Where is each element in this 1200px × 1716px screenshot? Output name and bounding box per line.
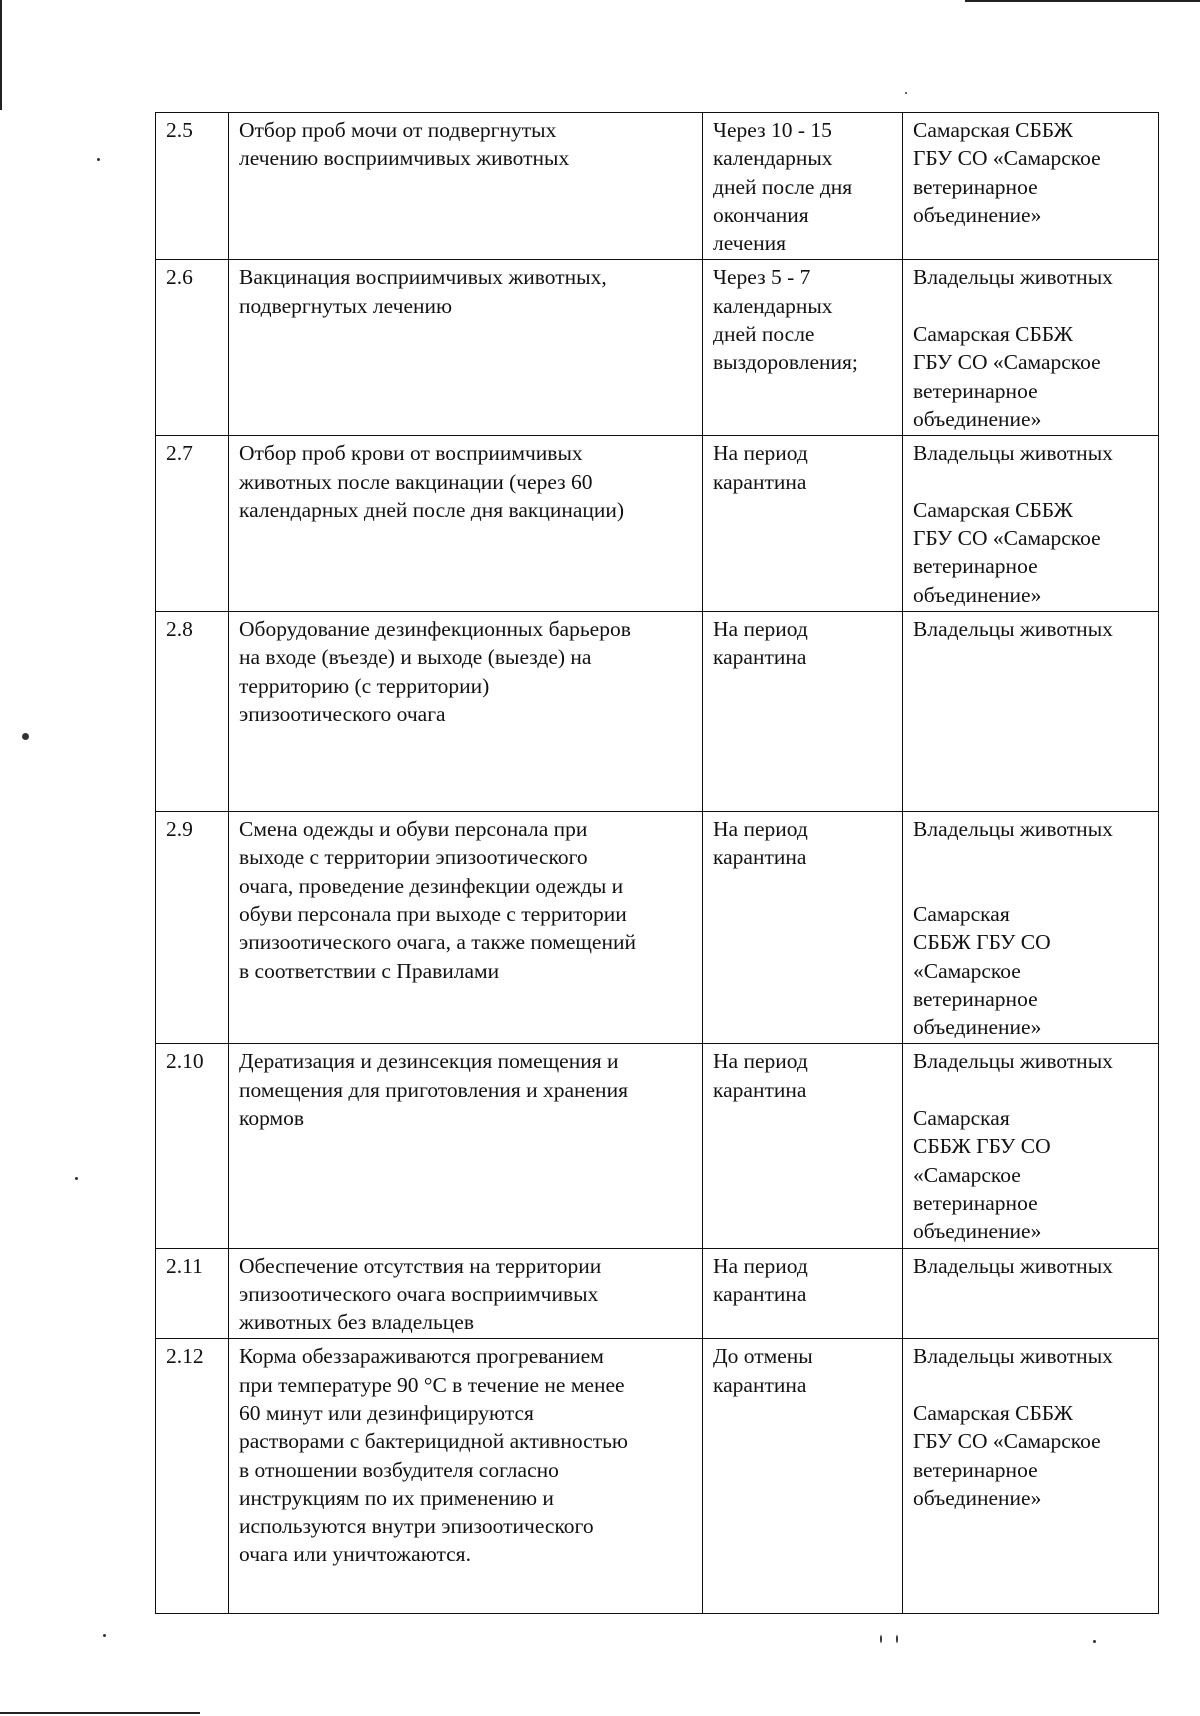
scan-speck [97, 158, 100, 161]
table-row [156, 113, 1159, 260]
scan-speck [905, 92, 907, 94]
measure-text: Корма обеззараживаются прогреванием при температуре 90 °С в течение не менее 60 минут или дезинфицируются растворами с бактерицидной активностью в отношении возбудителя согласно инструкциям по их применению и используются внутри эпизоотического очага или уничтожаются. [229, 1339, 703, 1614]
row-number: 2.9 [156, 812, 229, 1044]
measure-text: Отбор проб мочи от подвергнутых лечению восприимчивых животных [229, 113, 703, 260]
scan-edge-top [965, 0, 1200, 2]
responsible-text: Владельцы животных Самарская СББЖ ГБУ СО «Самарское ветеринарное объединение» [903, 260, 1159, 436]
deadline-text: На период карантина [703, 612, 903, 812]
row-number: 2.7 [156, 436, 229, 612]
row-number: 2.12 [156, 1339, 229, 1614]
row-number: 2.11 [156, 1248, 229, 1339]
deadline-text: До отмены карантина [703, 1339, 903, 1614]
row-number: 2.6 [156, 260, 229, 436]
responsible-text: Владельцы животных Самарская СББЖ ГБУ СО «Самарское ветеринарное объединение» [903, 812, 1159, 1044]
deadline-text: На период карантина [703, 436, 903, 612]
row-number: 2.8 [156, 612, 229, 812]
table-row [156, 1248, 1159, 1339]
scan-speck [22, 733, 29, 740]
responsible-text: Владельцы животных Самарская СББЖ ГБУ СО «Самарское ветеринарное объединение» [903, 1044, 1159, 1248]
deadline-text: На период карантина [703, 1248, 903, 1339]
scan-edge-left [0, 0, 2, 110]
scan-edge-bottom [0, 1712, 200, 1714]
responsible-text: Владельцы животных [903, 1248, 1159, 1339]
scan-speck [103, 1634, 106, 1637]
measure-text: Отбор проб крови от восприимчивых животных после вакцинации (через 60 календарных дней после дня вакцинации) [229, 436, 703, 612]
table-row [156, 812, 1159, 1044]
responsible-text: Владельцы животных Самарская СББЖ ГБУ СО «Самарское ветеринарное объединение» [903, 1339, 1159, 1614]
row-number: 2.5 [156, 113, 229, 260]
measure-text: Дератизация и дезинсекция помещения и помещения для приготовления и хранения кормов [229, 1044, 703, 1248]
deadline-text: Через 5 - 7 календарных дней после выздоровления; [703, 260, 903, 436]
table-row [156, 612, 1159, 812]
measure-text: Обеспечение отсутствия на территории эпизоотического очага восприимчивых животных без владельцев [229, 1248, 703, 1339]
table-row [156, 1044, 1159, 1248]
measure-text: Вакцинация восприимчивых животных, подвергнутых лечению [229, 260, 703, 436]
deadline-text: На период карантина [703, 812, 903, 1044]
table-row [156, 1339, 1159, 1614]
measure-text: Оборудование дезинфекционных барьеров на входе (въезде) и выходе (выезде) на территорию (с территории) эпизоотического очага [229, 612, 703, 812]
responsible-text: Самарская СББЖ ГБУ СО «Самарское ветеринарное объединение» [903, 113, 1159, 260]
scan-speck [75, 1177, 78, 1180]
scan-speck [896, 1635, 898, 1643]
scan-speck [880, 1635, 882, 1643]
deadline-text: На период карантина [703, 1044, 903, 1248]
row-number: 2.10 [156, 1044, 229, 1248]
responsible-text: Владельцы животных Самарская СББЖ ГБУ СО «Самарское ветеринарное объединение» [903, 436, 1159, 612]
deadline-text: Через 10 - 15 календарных дней после дня окончания лечения [703, 113, 903, 260]
measures-table [155, 112, 1159, 1614]
scan-speck [1093, 1640, 1096, 1643]
table-row [156, 436, 1159, 612]
responsible-text: Владельцы животных [903, 612, 1159, 812]
table-row [156, 260, 1159, 436]
measure-text: Смена одежды и обуви персонала при выходе с территории эпизоотического очага, проведение дезинфекции одежды и обуви персонала при выходе с территории эпизоотического очага, а также помещений в соответствии с Правилами [229, 812, 703, 1044]
